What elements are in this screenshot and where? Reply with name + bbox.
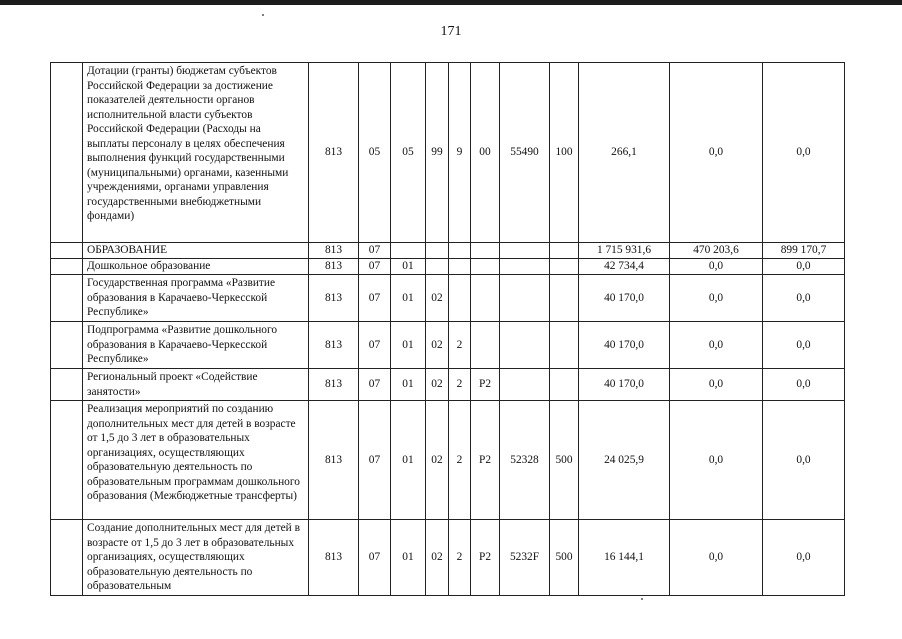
amount-3: 0,0 [763,259,845,275]
ministry-code: 813 [309,63,359,243]
row-name: Региональный проект «Содействие занятости» [83,369,309,401]
direction-code [500,369,550,401]
direction-code [500,259,550,275]
project-code: P2 [471,369,500,401]
ministry-code: 813 [309,243,359,259]
top-rule [0,0,902,5]
subsection-code: 01 [391,275,426,322]
amount-3: 0,0 [763,275,845,322]
project-code [471,322,500,369]
subprogram-code [449,275,471,322]
row-name: Государственная программа «Развитие образования в Карачаево-Черкесской Республике» [83,275,309,322]
section-code: 07 [359,243,391,259]
amount-1: 16 144,1 [579,520,670,596]
row-blank-cell [51,275,83,322]
amount-1: 40 170,0 [579,369,670,401]
amount-3: 899 170,7 [763,243,845,259]
program-code: 02 [426,322,449,369]
table-row [51,322,845,369]
row-blank-cell [51,322,83,369]
amount-3: 0,0 [763,369,845,401]
section-code: 07 [359,401,391,520]
expense-type-code: 500 [550,401,579,520]
budget-table [50,62,845,596]
expense-type-code [550,275,579,322]
project-code: P2 [471,401,500,520]
section-code: 07 [359,322,391,369]
amount-2: 0,0 [670,401,763,520]
amount-1: 42 734,4 [579,259,670,275]
table-row [51,401,845,520]
program-code [426,243,449,259]
amount-3: 0,0 [763,63,845,243]
section-code: 07 [359,275,391,322]
direction-code [500,275,550,322]
subprogram-code: 2 [449,369,471,401]
amount-1: 1 715 931,6 [579,243,670,259]
row-blank-cell [51,63,83,243]
table-row [51,520,845,596]
amount-2: 0,0 [670,369,763,401]
program-code [426,259,449,275]
project-code [471,259,500,275]
subprogram-code: 2 [449,520,471,596]
row-blank-cell [51,520,83,596]
subsection-code: 05 [391,63,426,243]
project-code: 00 [471,63,500,243]
row-name: ОБРАЗОВАНИЕ [83,243,309,259]
subsection-code: 01 [391,401,426,520]
section-code: 07 [359,369,391,401]
amount-3: 0,0 [763,520,845,596]
ministry-code: 813 [309,259,359,275]
ministry-code: 813 [309,401,359,520]
table-row [51,275,845,322]
table-row [51,243,845,259]
subsection-code [391,243,426,259]
row-name: Реализация мероприятий по созданию дополнительных мест для детей в возрасте от 1,5 до 3 лет в образовательных организациях, осуществляющих образовательную деятельность по образовательным программам дошкольного образования (Межбюджетные трансферты) [83,401,309,520]
subsection-code: 01 [391,369,426,401]
scan-speck [641,598,643,600]
section-code: 07 [359,520,391,596]
amount-1: 266,1 [579,63,670,243]
subprogram-code: 2 [449,322,471,369]
amount-1: 40 170,0 [579,275,670,322]
expense-type-code [550,369,579,401]
amount-2: 0,0 [670,63,763,243]
program-code: 02 [426,369,449,401]
project-code [471,243,500,259]
program-code: 02 [426,401,449,520]
section-code: 07 [359,259,391,275]
subprogram-code [449,259,471,275]
direction-code: 52328 [500,401,550,520]
subsection-code: 01 [391,322,426,369]
subsection-code: 01 [391,520,426,596]
table-row [51,259,845,275]
expense-type-code [550,243,579,259]
amount-2: 470 203,6 [670,243,763,259]
row-blank-cell [51,259,83,275]
ministry-code: 813 [309,322,359,369]
expense-type-code [550,259,579,275]
direction-code [500,322,550,369]
project-code: P2 [471,520,500,596]
expense-type-code: 500 [550,520,579,596]
subprogram-code: 2 [449,401,471,520]
table-row [51,63,845,243]
row-name: Создание дополнительных мест для детей в возрасте от 1,5 до 3 лет в образовательных организациях, осуществляющих образовательную деятельность по образовательным [83,520,309,596]
amount-2: 0,0 [670,520,763,596]
row-name: Подпрограмма «Развитие дошкольного образования в Карачаево-Черкесской Республике» [83,322,309,369]
expense-type-code [550,322,579,369]
ministry-code: 813 [309,369,359,401]
ministry-code: 813 [309,275,359,322]
amount-3: 0,0 [763,322,845,369]
expense-type-code: 100 [550,63,579,243]
subprogram-code: 9 [449,63,471,243]
row-name: Дошкольное образование [83,259,309,275]
amount-1: 40 170,0 [579,322,670,369]
amount-2: 0,0 [670,259,763,275]
row-blank-cell [51,401,83,520]
page-number: 171 [440,24,462,39]
subprogram-code [449,243,471,259]
program-code: 02 [426,520,449,596]
program-code: 99 [426,63,449,243]
row-name: Дотации (гранты) бюджетам субъектов Российской Федерации за достижение показателей деятельности органов исполнительной власти субъектов Российской Федерации (Расходы на выплаты персоналу в целях обеспечения выполнения функций государственными (муниципальными) органами, казенными учреждениями, органами управления государственными внебюджетными фондами) [83,63,309,243]
amount-2: 0,0 [670,322,763,369]
direction-code: 55490 [500,63,550,243]
section-code: 05 [359,63,391,243]
amount-1: 24 025,9 [579,401,670,520]
direction-code: 5232F [500,520,550,596]
ministry-code: 813 [309,520,359,596]
subsection-code: 01 [391,259,426,275]
row-blank-cell [51,369,83,401]
project-code [471,275,500,322]
row-blank-cell [51,243,83,259]
amount-2: 0,0 [670,275,763,322]
scan-speck [262,14,264,16]
program-code: 02 [426,275,449,322]
amount-3: 0,0 [763,401,845,520]
table-row [51,369,845,401]
direction-code [500,243,550,259]
